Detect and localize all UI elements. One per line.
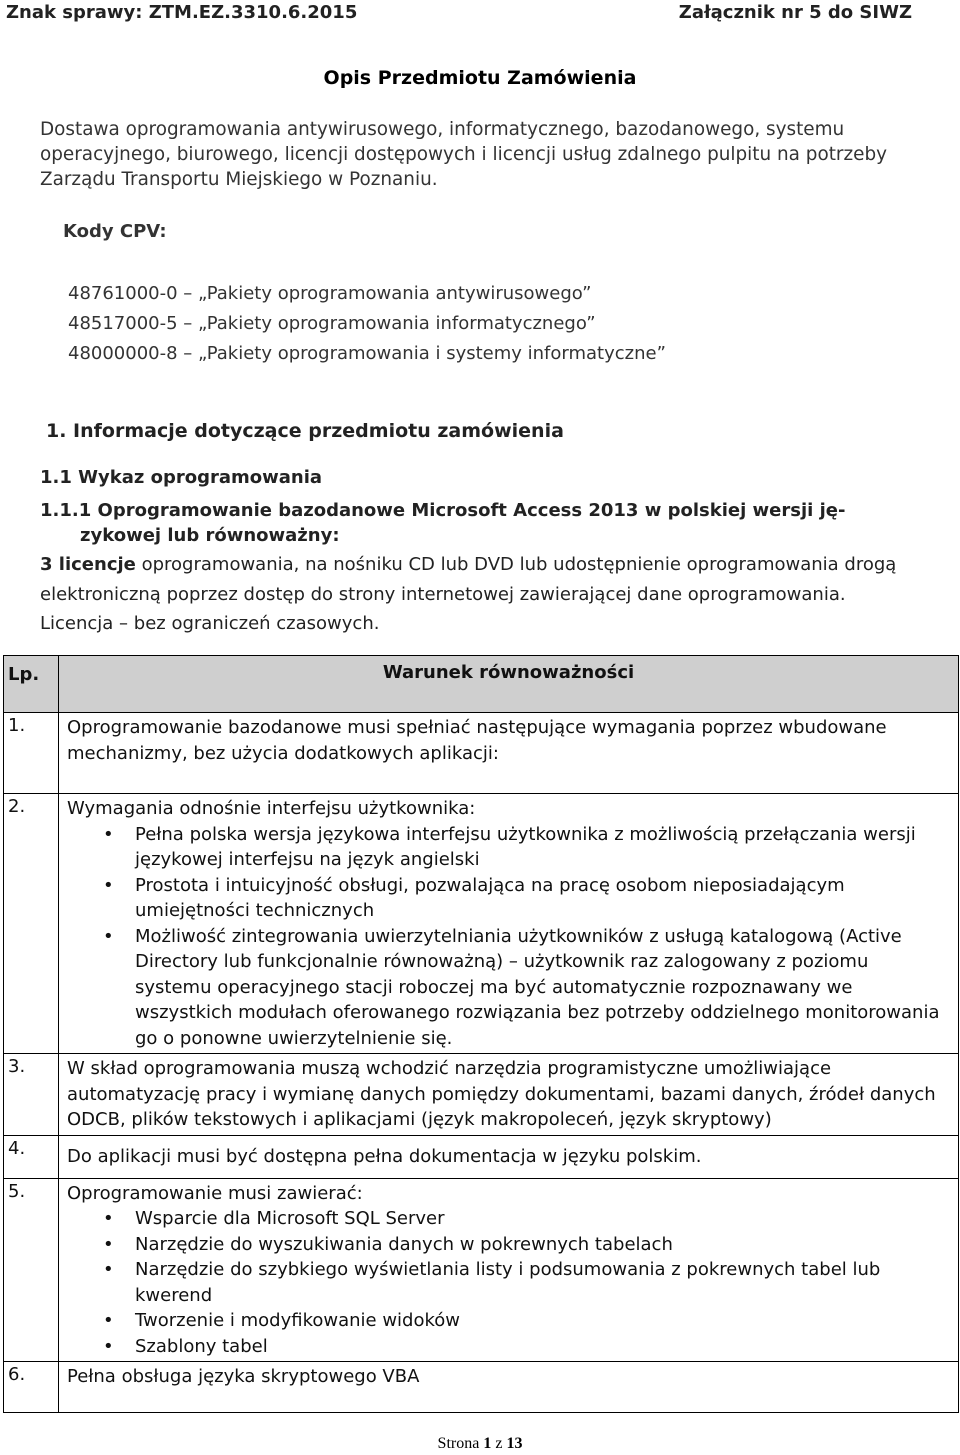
row-text: Wymagania odnośnie interfejsu użytkownika: (67, 798, 476, 819)
requirements-table (3, 655, 959, 1413)
page-title: Opis Przedmiotu Zamówienia (323, 67, 637, 89)
row-number: 2. (4, 794, 59, 1054)
footer-separator: z (491, 1435, 507, 1452)
table-row (4, 1178, 959, 1362)
row-text: Oprogramowanie bazodanowe musi spełniać następujące wymagania poprzez wbudowane mechanizmy, bez użycia dodatkowych aplikacji: (59, 713, 959, 794)
footer-prefix: Strona (437, 1435, 484, 1452)
list-item: • Szablony tabel (67, 1334, 950, 1360)
cpv-item: 48000000-8 – „Pakiety oprogramowania i systemy informatyczne” (68, 343, 666, 364)
section-heading-1-1: 1.1 Wykaz oprogramowania (40, 467, 323, 488)
list-item: • Narzędzie do szybkiego wyświetlania listy i podsumowania z pokrewnych tabel lub kwerend (67, 1257, 950, 1308)
bullet-list (67, 1206, 950, 1359)
footer-page-total: 13 (506, 1435, 523, 1452)
table-row (4, 794, 959, 1054)
row-text: Pełna obsługa języka skryptowego VBA (59, 1362, 959, 1413)
row-text: Do aplikacji musi być dostępna pełna dokumentacja w języku polskim. (59, 1135, 959, 1178)
cpv-item: 48761000-0 – „Pakiety oprogramowania antywirusowego” (68, 283, 592, 304)
cpv-heading: Kody CPV: (63, 221, 167, 242)
bullet-list (67, 822, 950, 1052)
section-heading-line: 1.1.1 Oprogramowanie bazodanowe Microsoft Access 2013 w polskiej wersji ję- (40, 500, 846, 521)
section-heading-line: zykowej lub równoważny: (80, 525, 340, 546)
table-header-row (4, 656, 959, 713)
row-text: Oprogramowanie musi zawierać: (67, 1182, 363, 1204)
table-row (4, 1135, 959, 1178)
column-header-lp: Lp. (4, 656, 59, 713)
license-description: oprogramowania, na nośniku CD lub DVD lub udostępnienie oprogramowania drogą elektroniczną poprzez dostęp do strony internetowej zawierającej dane oprogramowania. Licencja – bez ograniczeń czasowych. (40, 554, 897, 634)
cpv-item: 48517000-5 – „Pakiety oprogramowania informatycznego” (68, 313, 596, 334)
list-item: • Tworzenie i modyfikowanie widoków (67, 1308, 950, 1334)
table-row (4, 1054, 959, 1136)
row-text: W skład oprogramowania muszą wchodzić narzędzia programistyczne umożliwiające automatyzację pracy i wymianę danych pomiędzy dokumentami, bazami danych, źródeł danych ODCB, plików tekstowych i aplikacjami (język makropoleceń, język skryptowy) (59, 1054, 959, 1136)
license-paragraph (40, 550, 916, 639)
case-reference: Znak sprawy: ZTM.EZ.3310.6.2015 (6, 2, 358, 23)
section-heading-1-1-1 (40, 498, 920, 548)
row-number: 1. (4, 713, 59, 794)
intro-paragraph: Dostawa oprogramowania antywirusowego, informatycznego, bazodanowego, systemu operacyjnego, biurowego, licencji dostępowych i licencji usług zdalnego pulpitu na potrzeby Zarządu Transportu Miejskiego w Poznaniu. (40, 119, 888, 190)
section-heading-1: 1. Informacje dotyczące przedmiotu zamówienia (46, 420, 564, 442)
license-count: 3 licencje (40, 554, 136, 575)
list-item: • Pełna polska wersja językowa interfejsu użytkownika z możliwością przełączania wersji językowej interfejsu na język angielski (67, 822, 950, 873)
list-item: • Prostota i intuicyjność obsługi, pozwalająca na pracę osobom nieposiadającym umiejętności technicznych (67, 873, 950, 924)
row-number: 6. (4, 1362, 59, 1413)
table-row (4, 1362, 959, 1413)
column-header-condition: Warunek równoważności (59, 656, 959, 713)
row-number: 5. (4, 1178, 59, 1362)
row-cell (59, 1178, 959, 1362)
list-item: • Wsparcie dla Microsoft SQL Server (67, 1206, 950, 1232)
row-number: 4. (4, 1135, 59, 1178)
page-footer (0, 1435, 960, 1453)
row-number: 3. (4, 1054, 59, 1136)
footer-page-number: 1 (483, 1435, 492, 1452)
table-row (4, 713, 959, 794)
list-item: • Możliwość zintegrowania uwierzytelniania użytkowników z usługą katalogową (Active Directory lub funkcjonalnie równoważną) – użytkownik raz zalogowany z poziomu systemu operacyjnego stacji roboczej ma być automatycznie rozpoznawany we wszystkich modułach oferowanego rozwiązania bez potrzeby oddzielnego monitorowania go o ponowne uwierzytelnienie się. (67, 924, 950, 1052)
attachment-label: Załącznik nr 5 do SIWZ (678, 2, 912, 23)
list-item: • Narzędzie do wyszukiwania danych w pokrewnych tabelach (67, 1232, 950, 1258)
row-cell (59, 794, 959, 1054)
